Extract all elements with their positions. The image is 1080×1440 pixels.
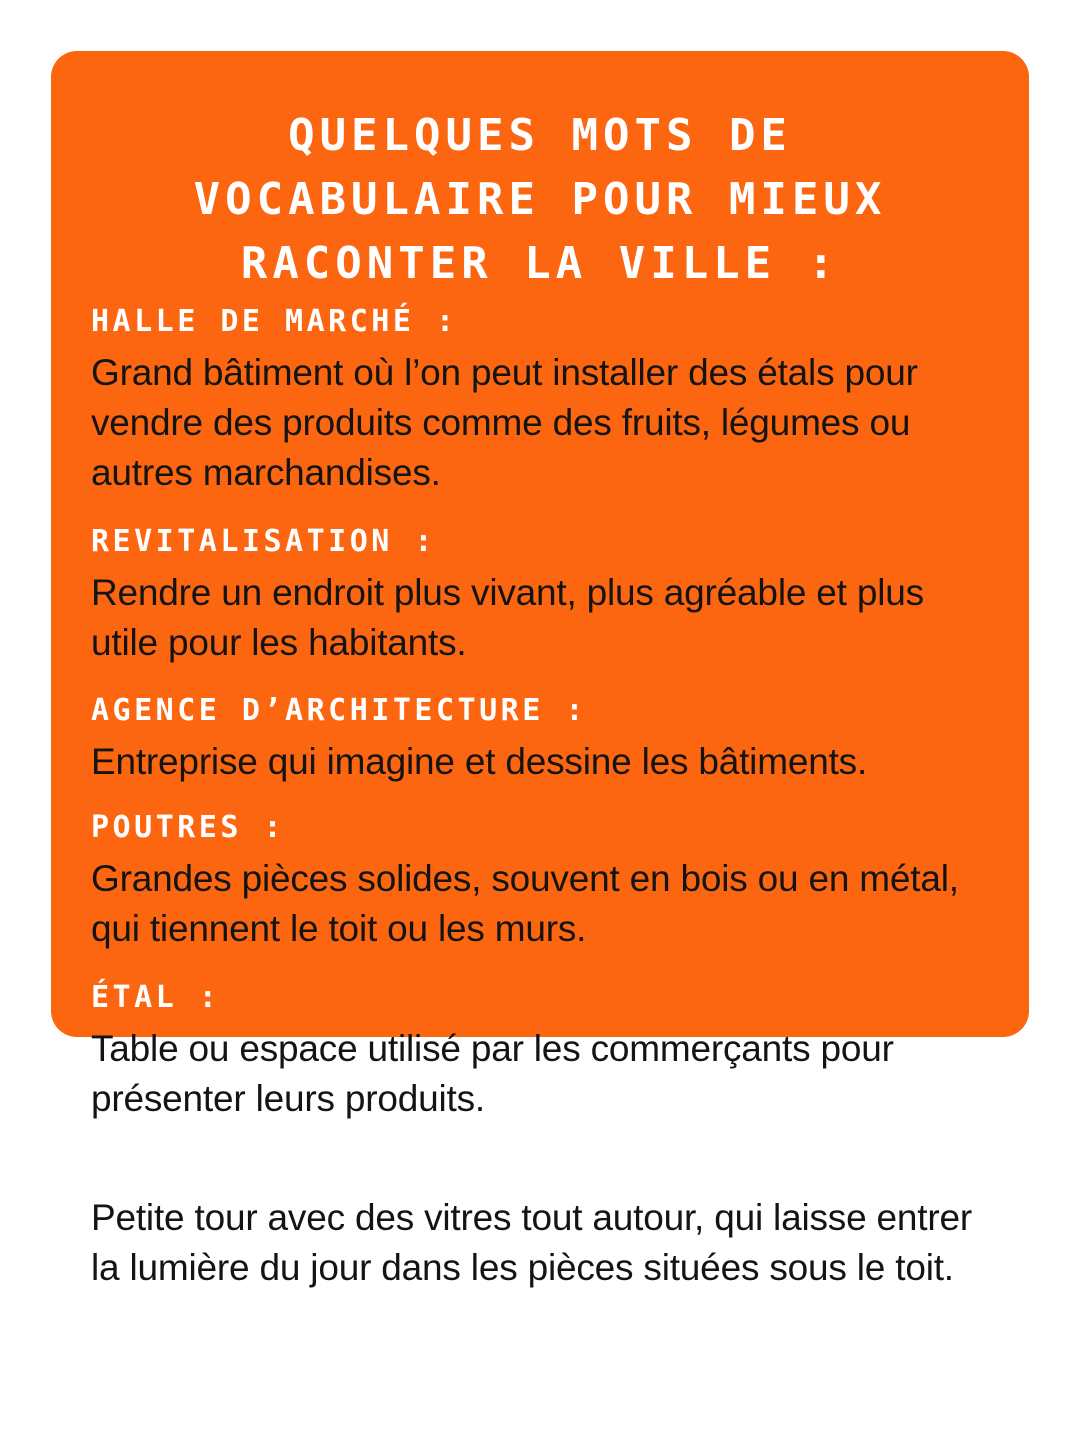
vocab-definition: Table ou espace utilisé par les commerçants pour présenter leurs produits. — [91, 1028, 894, 1119]
vocab-definition: Petite tour avec des vitres tout autour, qui laisse entrer la lumière du jour dans les pièces situées sous le toit. — [91, 1197, 972, 1288]
vocab-entry-poutres — [91, 808, 991, 954]
vocab-term: ÉTAL : — [91, 980, 221, 1015]
vocab-term: POUTRES : — [91, 810, 286, 845]
card-title: QUELQUES MOTS DE VOCABULAIRE POUR MIEUX RACONTER LA VILLE : — [193, 110, 887, 289]
vocab-definition: Rendre un endroit plus vivant, plus agréable et plus utile pour les habitants. — [91, 572, 924, 663]
vocab-term: HALLE DE MARCHÉ : — [91, 304, 458, 339]
vocab-term: LANTERNAU: — [91, 1149, 307, 1184]
vocab-entry-revitalisation — [91, 522, 991, 668]
vocab-definition: Grandes pièces solides, souvent en bois ou en métal, qui tiennent le toit ou les murs. — [91, 858, 959, 949]
vocab-definition: Grand bâtiment où l’on peut installer des étals pour vendre des produits comme des fruits, légumes ou autres marchandises. — [91, 352, 918, 493]
vocab-term: REVITALISATION : — [91, 524, 436, 559]
vocab-definition: Entreprise qui imagine et dessine les bâtiments. — [91, 741, 868, 782]
vocab-entry-agence — [91, 691, 991, 787]
vocab-entry-lanternau — [91, 1147, 991, 1293]
vocab-entry-etal — [91, 978, 991, 1124]
vocab-term: AGENCE D’ARCHITECTURE : — [91, 693, 587, 728]
vocab-entry-halle — [91, 302, 991, 498]
